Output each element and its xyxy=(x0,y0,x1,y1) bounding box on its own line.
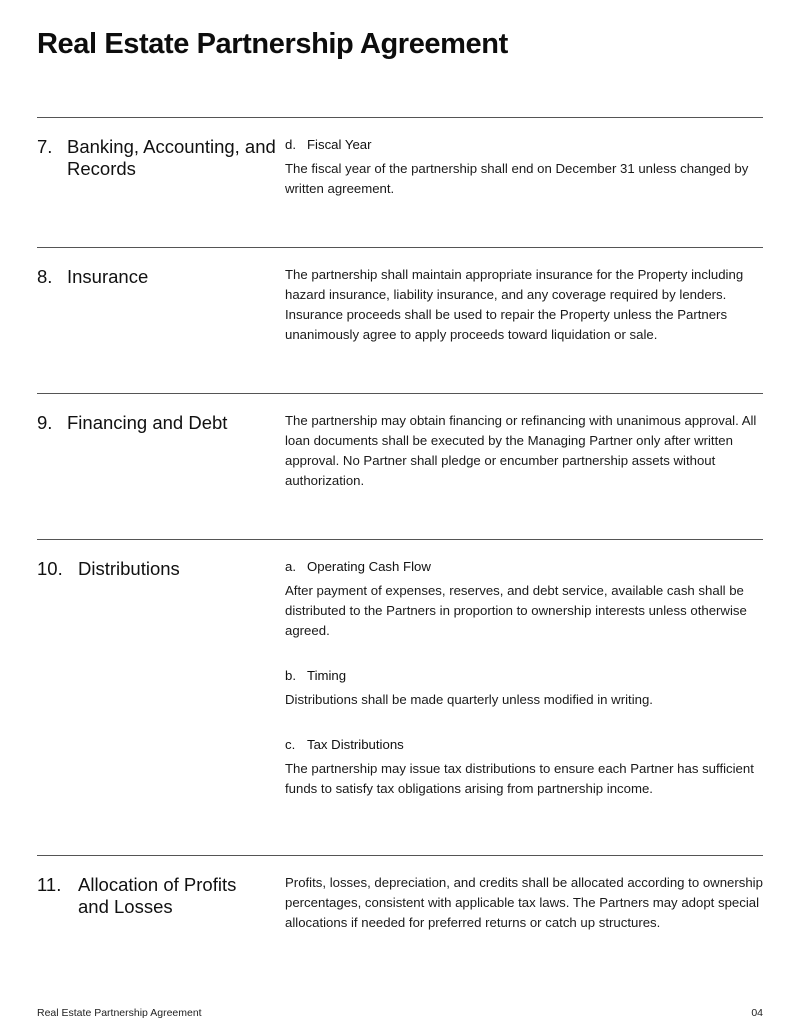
subsection-fiscal-year xyxy=(285,136,765,199)
subsection-heading xyxy=(285,136,765,154)
section-heading xyxy=(37,874,277,918)
footer-page-number: 04 xyxy=(751,1007,763,1019)
subsection-heading xyxy=(285,558,765,576)
subsection-letter: d. xyxy=(285,137,296,152)
section-number: 9. xyxy=(37,412,53,433)
subsection-title: Tax Distributions xyxy=(307,737,404,752)
subsection-text: Distributions shall be made quarterly unless modified in writing. xyxy=(285,692,653,707)
section-text: Profits, losses, depreciation, and credits shall be allocated according to ownership percentages, consistent with applicable tax laws. The Partners may adopt special allocations if needed for preferred returns or catch up structures. xyxy=(285,875,763,930)
section-number: 11. xyxy=(37,874,62,895)
subsection-text: After payment of expenses, reserves, and debt service, available cash shall be distributed to the Partners in proportion to ownership interests unless otherwise agreed. xyxy=(285,583,747,638)
section-banking-accounting-records xyxy=(37,117,763,196)
section-text: The partnership may obtain financing or refinancing with unanimous approval. All loan documents shall be executed by the Managing Partner only after written approval. No Partner shall pledge or encumber partnership assets without authorization. xyxy=(285,413,757,488)
section-heading xyxy=(37,266,277,288)
section-body xyxy=(285,873,765,933)
section-insurance xyxy=(37,247,763,342)
section-title: Insurance xyxy=(67,266,149,287)
section-body xyxy=(285,558,765,799)
subsection-title: Fiscal Year xyxy=(307,137,372,152)
subsection-text: The fiscal year of the partnership shall end on December 31 unless changed by written agreement. xyxy=(285,161,749,196)
subsection-tax-distributions xyxy=(285,736,765,799)
section-text: The partnership shall maintain appropriate insurance for the Property including hazard insurance, liability insurance, and any coverage required by lenders. Insurance proceeds shall be used to repair the Property unless the Partners unanimously agree to apply proceeds toward liquidation or sale. xyxy=(285,267,744,342)
footer-document-name: Real Estate Partnership Agreement xyxy=(37,1007,202,1019)
section-number: 10. xyxy=(37,558,63,579)
section-title: Allocation of Profits and Losses xyxy=(78,874,237,917)
section-number: 7. xyxy=(37,136,53,157)
section-body xyxy=(285,136,765,199)
section-heading xyxy=(37,136,277,180)
section-number: 8. xyxy=(37,266,53,287)
section-title: Financing and Debt xyxy=(67,412,228,433)
subsection-timing xyxy=(285,667,765,710)
section-financing-and-debt xyxy=(37,393,763,488)
subsection-title: Timing xyxy=(307,668,347,683)
section-distributions xyxy=(37,539,763,796)
section-heading xyxy=(37,412,277,434)
subsection-title: Operating Cash Flow xyxy=(307,559,431,574)
subsection-letter: b. xyxy=(285,668,296,683)
subsection-heading xyxy=(285,667,765,685)
subsection-text: The partnership may issue tax distributions to ensure each Partner has sufficient funds to satisfy tax obligations arising from partnership income. xyxy=(285,761,754,796)
subsection-operating-cash-flow xyxy=(285,558,765,641)
section-title: Banking, Accounting, and Records xyxy=(67,136,276,179)
section-body xyxy=(285,265,765,345)
subsection-letter: a. xyxy=(285,559,296,574)
subsection-heading xyxy=(285,736,765,754)
section-title: Distributions xyxy=(78,558,180,579)
section-body xyxy=(285,411,765,491)
subsection-letter: c. xyxy=(285,737,296,752)
document-title: Real Estate Partnership Agreement xyxy=(37,28,508,60)
section-heading xyxy=(37,558,277,580)
section-allocation-of-profits-and-losses xyxy=(37,855,763,930)
